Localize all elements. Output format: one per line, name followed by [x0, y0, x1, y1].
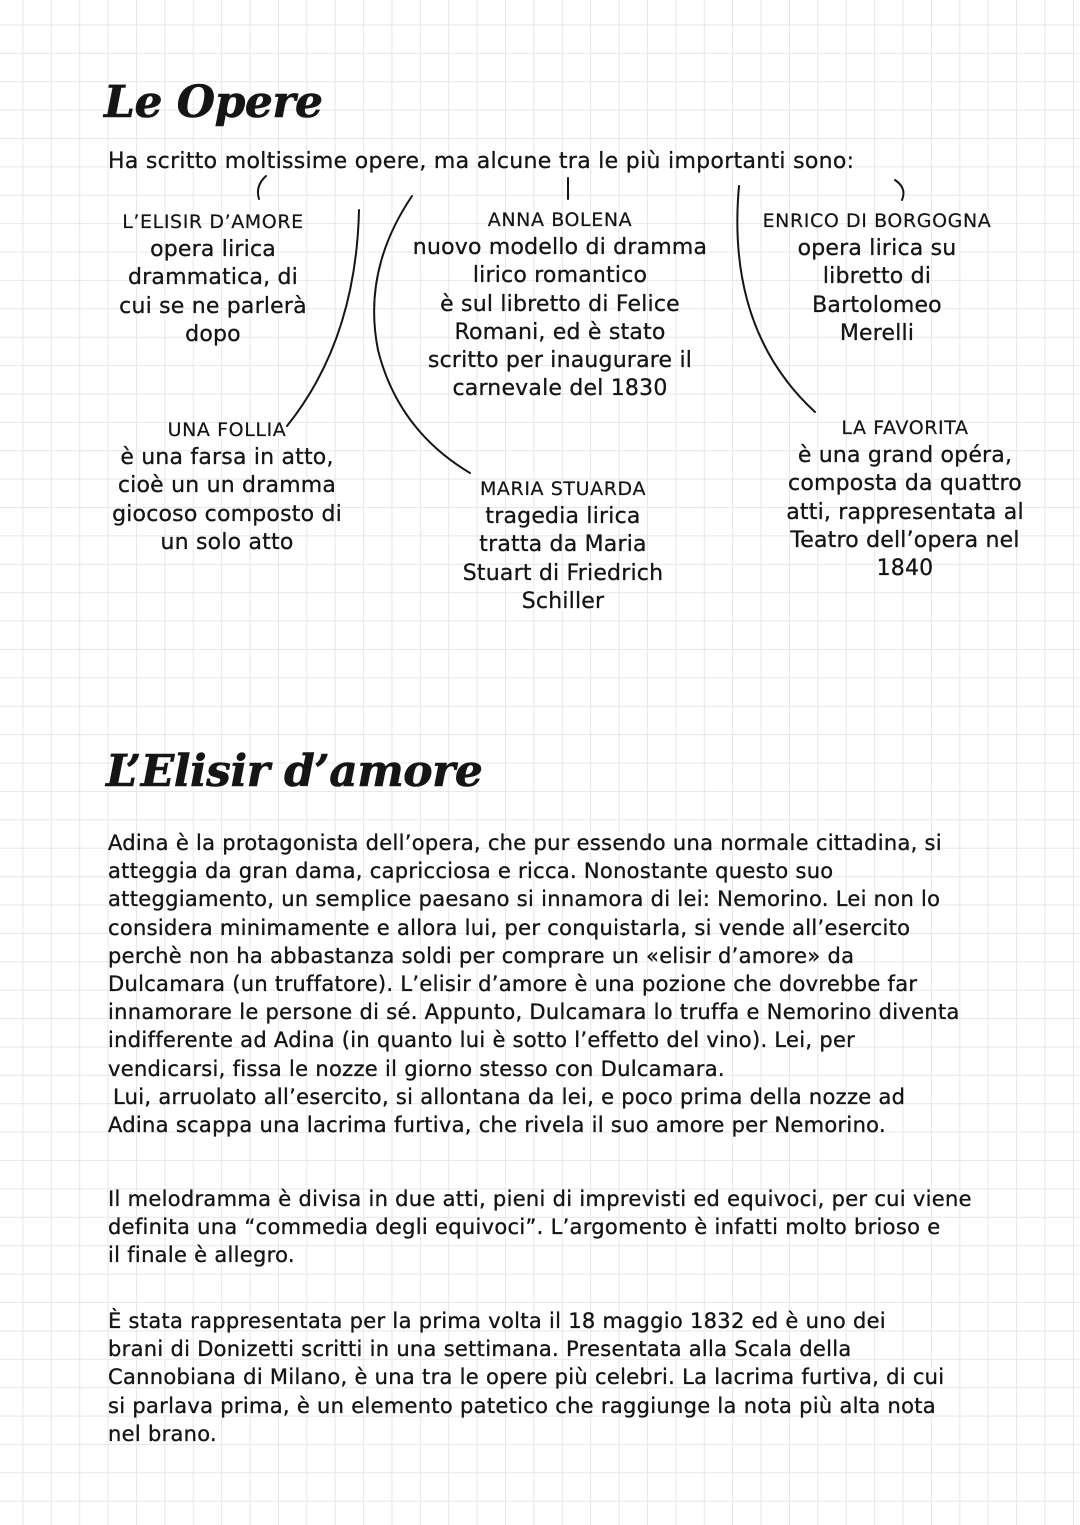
work-una-follia: [96, 416, 358, 557]
work-line: è una farsa in atto,: [120, 445, 334, 470]
work-line: Schiller: [521, 588, 605, 614]
work-line: è sul libretto di Felice: [440, 291, 680, 317]
work-heading: LA FAVORITA: [841, 417, 969, 439]
paragraph-line: Il melodramma è divisa in due atti, pieni di imprevisti ed equivoci, per cui viene: [108, 1187, 972, 1211]
paragraph-line: considera minimamente e allora lui, per conquistarla, si vende all’esercito: [108, 915, 911, 940]
work-line: Teatro dell’opera nel: [790, 527, 1020, 553]
work-line: carnevale del 1830: [452, 376, 668, 402]
work-la-favorita: [763, 414, 1047, 583]
paragraph-line: innamorare le persone di sé. Appunto, Dulcamara lo truffa e Nemorino diventa: [108, 1000, 960, 1025]
connector-enrico: [895, 180, 903, 200]
work-line: giocoso composto di: [112, 501, 342, 527]
work-line: opera lirica su: [797, 236, 957, 261]
work-maria-stuarda: [428, 475, 698, 616]
paragraph-line: definita una “commedia degli equivoci”. L’argomento è infatti molto brioso e: [108, 1215, 941, 1240]
paragraph-premiere: [108, 1307, 944, 1448]
paragraph-line: vendicarsi, fissa le nozze il giorno stesso con Dulcamara.: [108, 1056, 725, 1081]
paragraph-plot: [108, 829, 960, 1139]
work-line: Stuart di Friedrich: [462, 560, 664, 586]
connector-elisir: [258, 176, 266, 199]
section-title-elisir: L’Elisir d’amore: [106, 746, 483, 797]
work-heading: MARIA STUARDA: [479, 478, 647, 500]
work-line: atti, rappresentata al: [786, 499, 1024, 525]
work-line: tragedia lirica: [485, 504, 641, 529]
paragraph-line: si parlava prima, è un elemento patetico che raggiunge la nota più alta nota: [108, 1393, 936, 1418]
work-line: composta da quattro: [788, 471, 1022, 497]
paragraph-line: È stata rappresentata per la prima volta il 18 maggio 1832 ed è uno dei: [108, 1309, 886, 1333]
work-line: un solo atto: [160, 529, 294, 555]
paragraph-line: Adina è la protagonista dell’opera, che pur essendo una normale cittadina, si: [108, 831, 942, 855]
section-title-works: Le Opere: [104, 77, 323, 128]
work-line: opera lirica: [150, 237, 276, 262]
paragraph-line: atteggiamento, un semplice paesano si innamora di lei: Nemorino. Lei non lo: [108, 887, 941, 912]
work-heading: L’ELISIR D’AMORE: [122, 211, 304, 233]
work-line: è una grand opéra,: [797, 443, 1013, 468]
paragraph-line: indifferente ad Adina (in quanto lui è sotto l’effetto del vino). Lei, per: [108, 1028, 856, 1053]
work-line: drammatica, di: [127, 265, 298, 291]
paragraph-line: il finale è allegro.: [108, 1243, 295, 1268]
paragraph-line: perchè non ha abbastanza soldi per comprare un «elisir d’amore» da: [108, 943, 855, 968]
work-line: dopo: [185, 321, 241, 347]
paragraph-line: Lui, arruolato all’esercito, si allontana da lei, e poco prima della nozze ad: [113, 1084, 906, 1109]
work-line: cui se ne parlerà: [119, 293, 307, 319]
work-line: Romani, ed è stato: [454, 319, 666, 345]
work-line: tratta da Maria: [479, 532, 647, 558]
paragraph-line: brani di Donizetti scritti in una settimana. Presentata alla Scala della: [108, 1337, 852, 1362]
paragraph-line: Adina scappa una lacrima furtiva, che rivela il suo amore per Nemorino.: [108, 1113, 886, 1138]
works-intro: Ha scritto moltissime opere, ma alcune tra le più importanti sono:: [108, 149, 855, 174]
work-line: cioè un un dramma: [117, 473, 337, 499]
work-enrico-di-borgogna: [745, 207, 1009, 348]
paragraph-line: Cannobiana di Milano, è una tra le opere più celebri. La lacrima furtiva, di cui: [108, 1365, 945, 1390]
paragraph-structure: [108, 1185, 972, 1270]
work-heading: UNA FOLLIA: [167, 419, 287, 441]
work-anna-bolena: [390, 206, 730, 404]
paragraph-line: nel brano.: [108, 1421, 218, 1446]
paragraph-line: atteggia da gran dama, capricciosa e ricca. Nonostante questo suo: [108, 859, 834, 884]
work-line: Merelli: [839, 320, 915, 346]
work-heading: ANNA BOLENA: [487, 209, 633, 231]
work-line: 1840: [876, 556, 934, 582]
work-line: libretto di: [822, 264, 932, 290]
work-line: lirico romantico: [472, 263, 648, 289]
work-line: nuovo modello di dramma: [412, 235, 708, 260]
paragraph-line: Dulcamara (un truffatore). L’elisir d’amore è una pozione che dovrebbe far: [108, 972, 918, 997]
work-line: scritto per inaugurare il: [427, 348, 693, 374]
work-line: Bartolomeo: [812, 292, 942, 318]
work-elisir-damore: [88, 208, 338, 349]
work-heading: ENRICO DI BORGOGNA: [762, 210, 992, 232]
